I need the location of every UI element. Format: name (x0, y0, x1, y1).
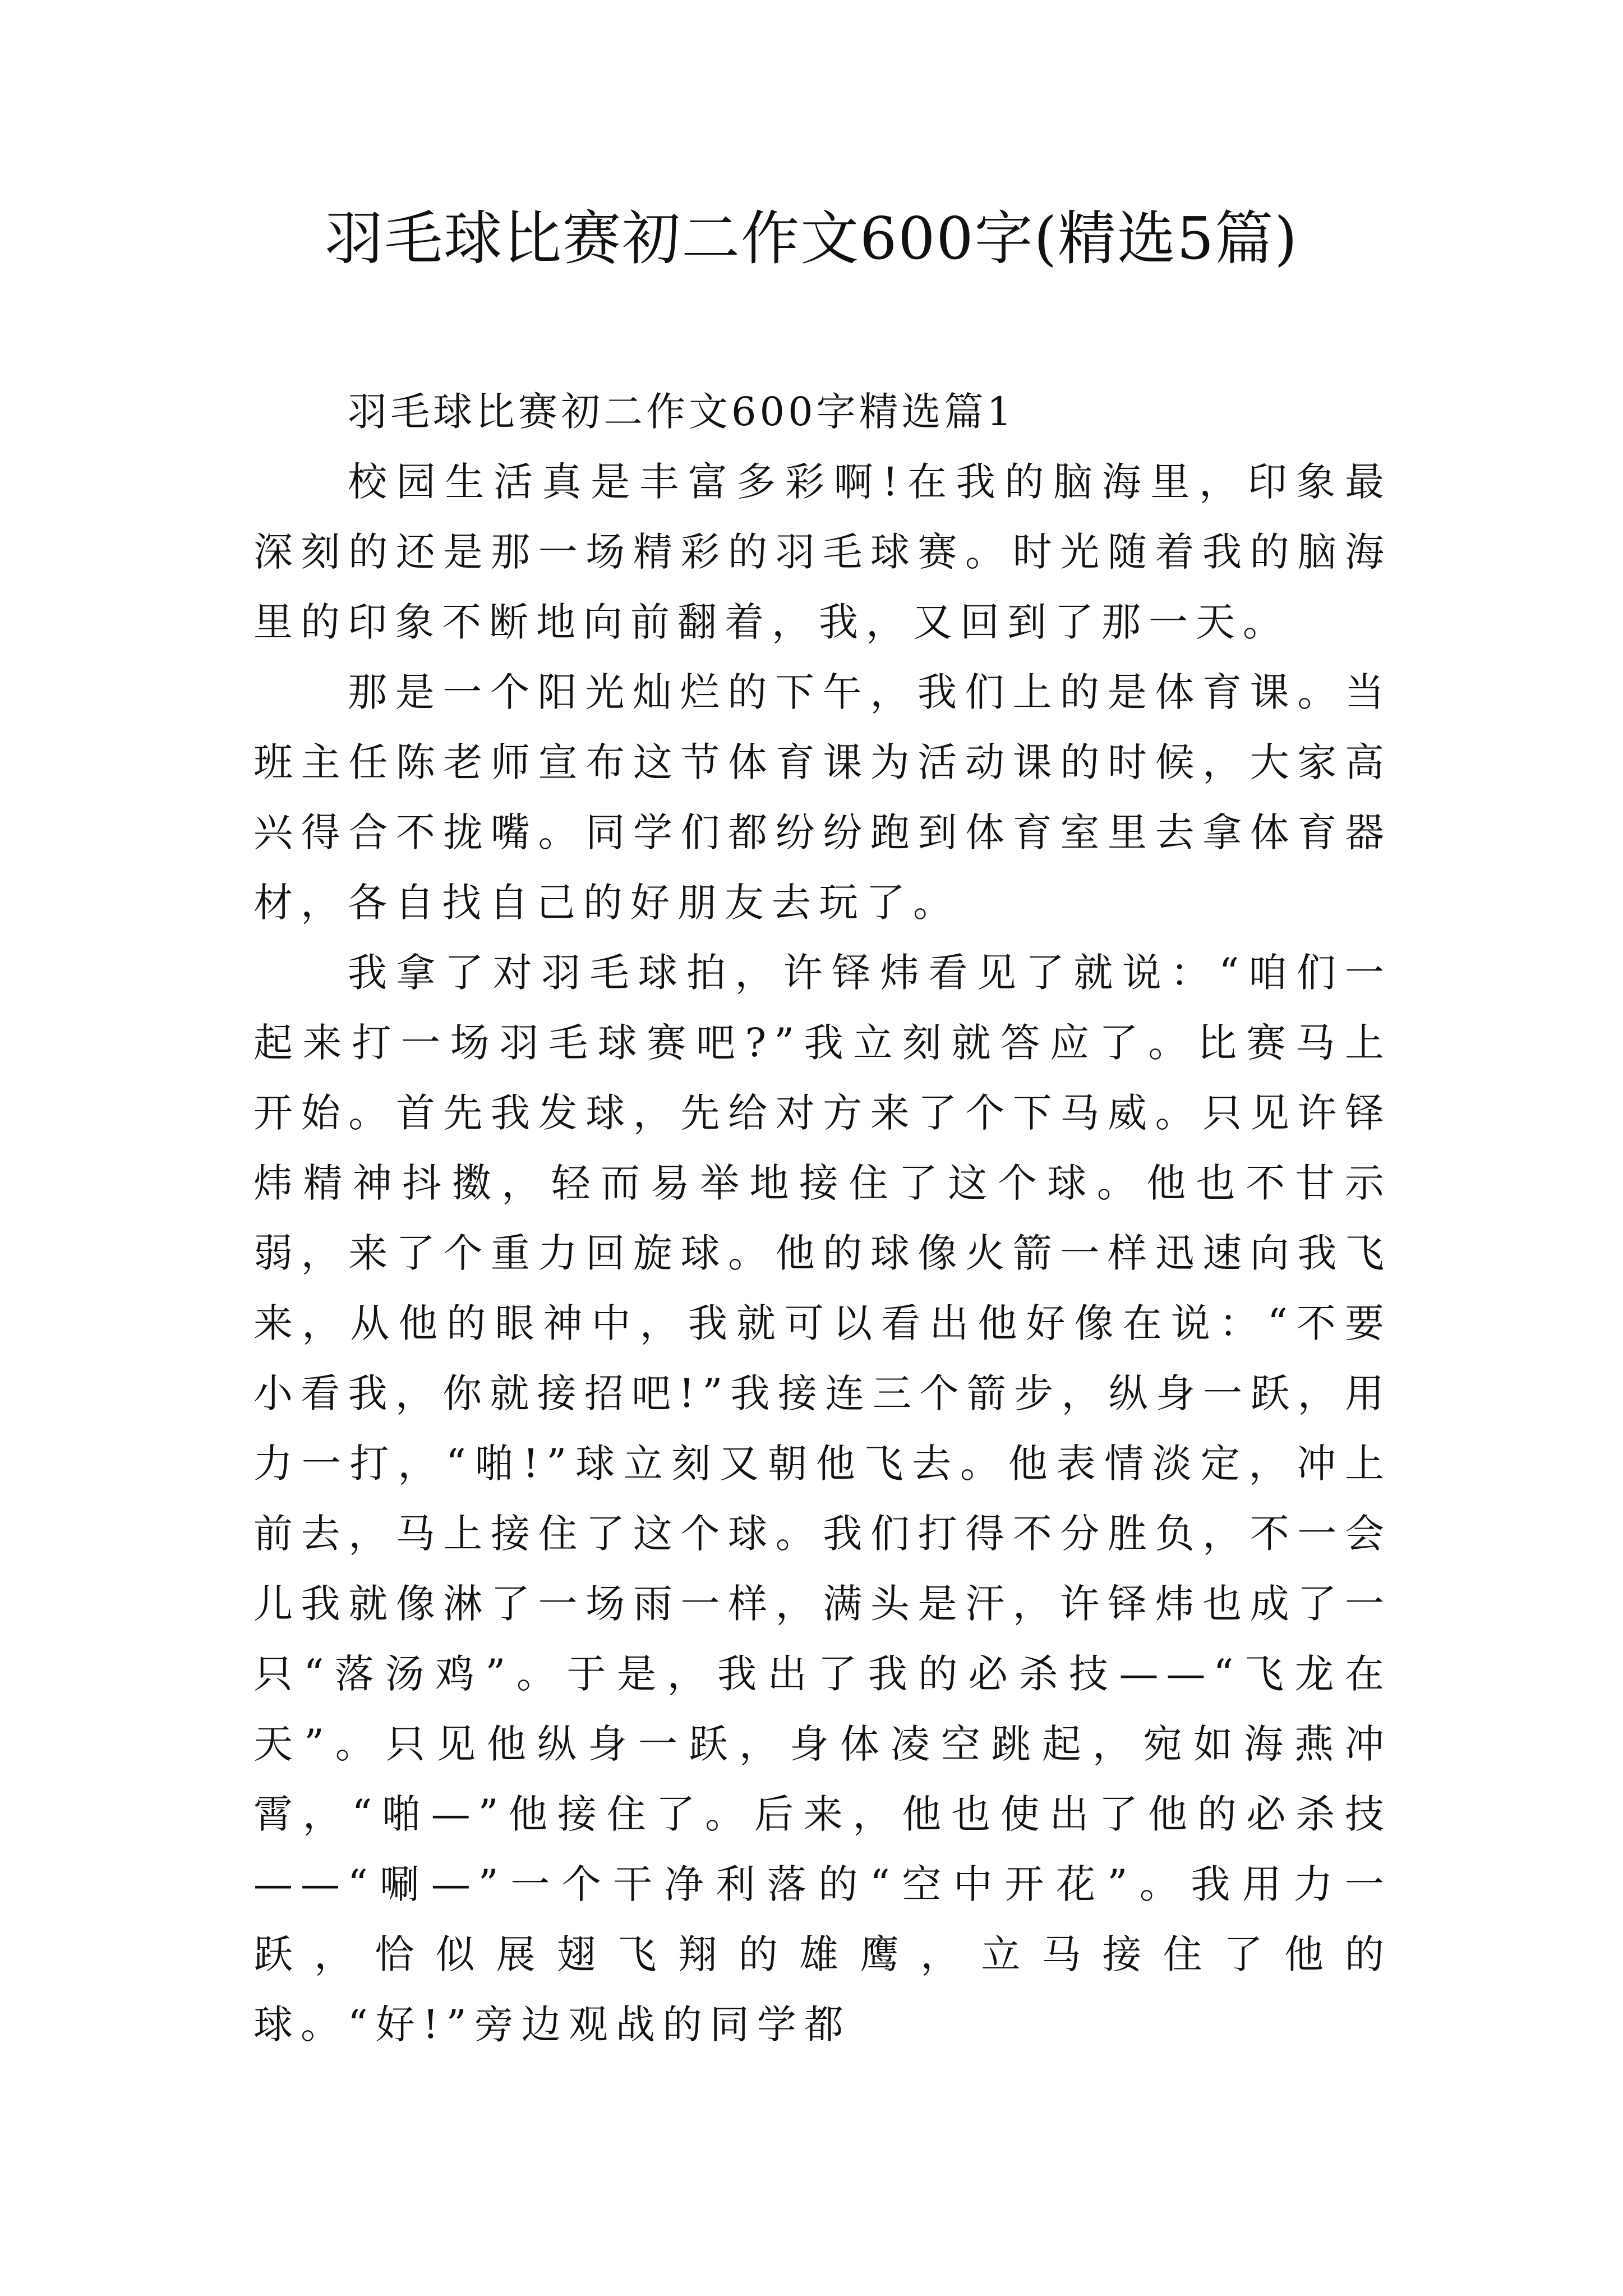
document-title: 羽毛球比赛初二作文600字(精选5篇) (325, 204, 1298, 273)
paragraph: 那是一个阳光灿烂的下午，我们上的是体育课。当班主任陈老师宣布这节体育课为活动课的时候，大家高兴得合不拢嘴。同学们都纷纷跑到体育室里去拿体育器材，各自找自己的好朋友去玩了。 (253, 669, 1392, 926)
document-body (253, 377, 1392, 2060)
section-heading: 羽毛球比赛初二作文600字精选篇1 (348, 389, 1016, 435)
paragraph: 我拿了对羽毛球拍，许铎炜看见了就说：“咱们一起来打一场羽毛球赛吧?”我立刻就答应了。比赛马上开始。首先我发球，先给对方来了个下马威。只见许铎炜精神抖擞，轻而易举地接住了这个球。他也不甘示弱，来了个重力回旋球。他的球像火箭一样迅速向我飞来，从他的眼神中，我就可以看出他好像在说：“不要小看我，你就接招吧!”我接连三个箭步，纵身一跃，用力一打，“啪!”球立刻又朝他飞去。他表情淡定，冲上前去，马上接住了这个球。我们打得不分胜负，不一会儿我就像淋了一场雨一样，满头是汗，许铎炜也成了一只“落汤鸡”。于是，我出了我的必杀技——“飞龙在天”。只见他纵身一跃，身体凌空跳起，宛如海燕冲霄，“啪—”他接住了。后来，他也使出了他的必杀技——“唰—”一个干净利落的“空中开花”。我用力一跃，恰似展翅飞翔的雄鹰，立马接住了他的球。“好!”旁边观战的同学都 (253, 950, 1392, 2047)
paragraph: 校园生活真是丰富多彩啊!在我的脑海里，印象最深刻的还是那一场精彩的羽毛球赛。时光随着我的脑海里的印象不断地向前翻着，我，又回到了那一天。 (253, 459, 1392, 645)
